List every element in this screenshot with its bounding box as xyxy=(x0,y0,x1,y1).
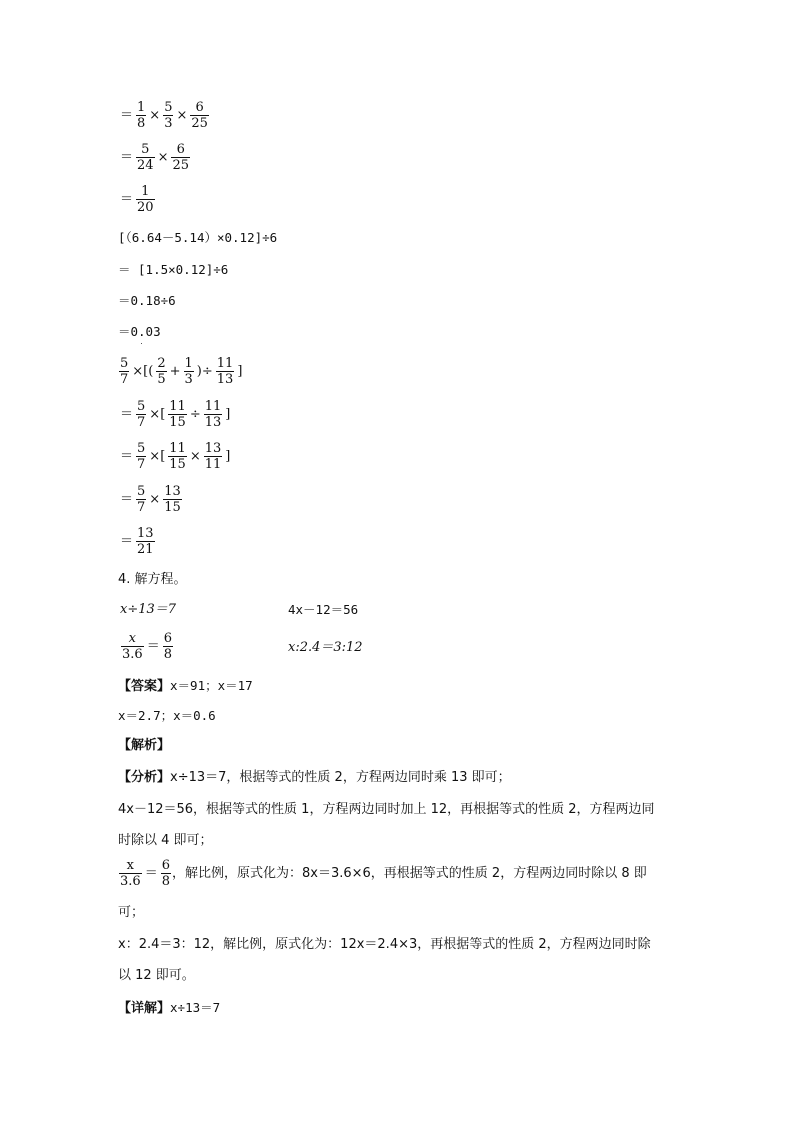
calc1-line-2: ＝ $\frac{5}{24}$ × $\frac{6}{25}$ xyxy=(120,142,190,173)
equation-2: 4x－12＝56 xyxy=(288,602,359,617)
fraction: $\frac{1}{3}$ xyxy=(184,356,193,387)
fenxi-line-2: 4x－12＝56，根据等式的性质 1，方程两边同时加上 12，再根据等式的性质 2，方程两边同 xyxy=(118,802,655,817)
calc1-line-3: ＝ $\frac{1}{20}$ xyxy=(120,184,154,215)
answer-line-2: x＝2.7；x＝0.6 xyxy=(118,708,216,723)
fraction: $\frac{11}{13}$ xyxy=(204,399,222,430)
answer-label: 【答案】 xyxy=(118,679,171,694)
calc2-line-2: ＝ [1.5×0.12]÷6 xyxy=(118,262,229,277)
fraction: $\frac{13}{21}$ xyxy=(137,526,154,557)
detail-line-1: 【详解】x÷13＝7 xyxy=(118,1000,221,1016)
calc3-line-5: ＝ $\frac{13}{21}$ xyxy=(120,526,154,557)
equation-1: x÷13＝7 xyxy=(120,602,177,617)
calc3-line-2: ＝ $\frac{5}{7}$ ×[ $\frac{11}{15}$ ÷ $\frac{11}{13}$ ] xyxy=(120,399,231,430)
fraction: $\frac{6}{8}$ xyxy=(163,631,172,662)
fraction: $\frac{2}{5}$ xyxy=(157,356,166,387)
fraction: $\frac{5}{3}$ xyxy=(164,100,173,131)
fraction: $\frac{6}{25}$ xyxy=(191,100,208,131)
fraction: $\frac{13}{15}$ xyxy=(164,484,181,515)
fraction: $\frac{6}{25}$ xyxy=(172,142,190,173)
fenxi-line-1: 【分析】x÷13＝7，根据等式的性质 2，方程两边同时乘 13 即可； xyxy=(118,770,511,785)
fraction: $\frac{5}{7}$ xyxy=(137,441,146,472)
fraction: $\frac{1}{20}$ xyxy=(137,184,154,215)
fraction: $\frac{6}{8}$ xyxy=(161,858,170,889)
fenxi-line-5: 可； xyxy=(118,905,145,920)
calc3-line-3: ＝ $\frac{5}{7}$ ×[ $\frac{11}{15}$ × $\frac{13}{11}$ ] xyxy=(120,441,231,472)
fraction: $\frac{5}{24}$ xyxy=(137,142,154,173)
fraction: $\frac{x}{3.6}$ xyxy=(120,858,141,889)
fraction: $\frac{x}{3.6}$ xyxy=(122,631,143,662)
question-title: 4. 解方程。 xyxy=(118,572,187,587)
fenxi-line-4: $\frac{x}{3.6}$ ＝ $\frac{6}{8}$ ，解比例，原式化为：8x＝3.6×6，再根据等式的性质 2，方程两边同时除以 8 即 xyxy=(120,858,647,889)
fenxi-line-6: x：2.4＝3：12，解比例，原式化为：12x＝2.4×3，再根据等式的性质 2，方程两边同时除 xyxy=(118,937,651,952)
fraction: $\frac{11}{13}$ xyxy=(216,356,234,387)
calc2-line-4: ＝0.03 xyxy=(118,324,161,339)
fraction: $\frac{1}{8}$ xyxy=(137,100,146,131)
equation-3: $\frac{x}{3.6}$ ＝ $\frac{6}{8}$ xyxy=(122,631,172,662)
fenxi-line-7: 以 12 即可。 xyxy=(118,968,195,983)
equation-4: x:2.4＝3:12 xyxy=(288,640,363,655)
fraction: $\frac{5}{7}$ xyxy=(137,484,146,515)
calc1-line-1: ＝ $\frac{1}{8}$ × $\frac{5}{3}$ × $\frac{6}{25}$ xyxy=(120,100,208,131)
calc3-line-4: ＝ $\frac{5}{7}$ × $\frac{13}{15}$ xyxy=(120,484,181,515)
fraction: $\frac{5}{7}$ xyxy=(137,399,146,430)
fraction: $\frac{11}{15}$ xyxy=(169,399,186,430)
fraction: $\frac{13}{11}$ xyxy=(204,441,222,472)
calc3-line-1: $\frac{5}{7}$ ×[( $\frac{2}{5}$ + $\frac{1}{3}$ )÷ $\frac{11}{13}$ ] xyxy=(120,356,243,387)
answer-line-1: 【答案】x＝91；x＝17 xyxy=(118,678,253,694)
fenxi-label: 【分析】 xyxy=(118,770,171,785)
stray-dot xyxy=(141,343,142,344)
fraction: $\frac{5}{7}$ xyxy=(120,356,129,387)
analysis-label: 【解析】 xyxy=(118,738,171,753)
calc2-line-1: [（6.64－5.14）×0.12]÷6 xyxy=(118,230,278,245)
fenxi-line-3: 时除以 4 即可； xyxy=(118,833,213,848)
detail-label: 【详解】 xyxy=(118,1001,171,1016)
calc2-line-3: ＝0.18÷6 xyxy=(118,293,176,308)
fraction: $\frac{11}{15}$ xyxy=(169,441,186,472)
